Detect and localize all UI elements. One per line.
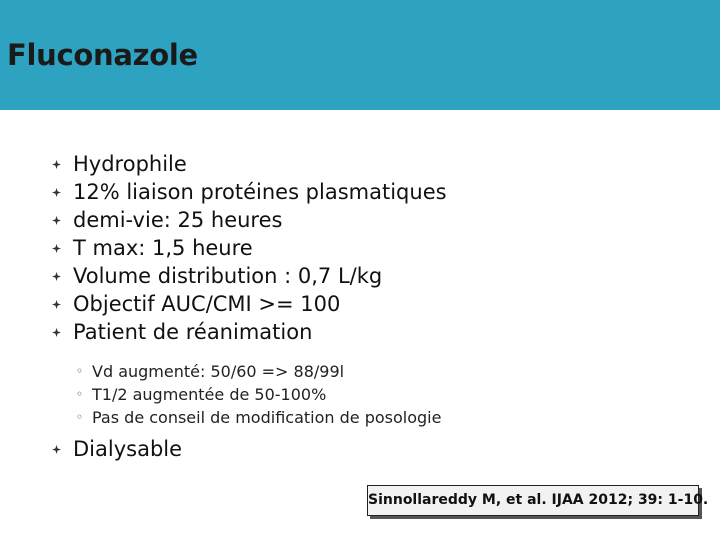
fleuron-bullet-icon xyxy=(52,188,61,197)
bullet-item xyxy=(52,178,692,206)
bullet-text: demi-vie: 25 heures xyxy=(73,208,283,232)
sub-bullet-text: Vd augmenté: 50/60 => 88/99l xyxy=(92,362,345,381)
bullet-text: T max: 1,5 heure xyxy=(73,236,253,260)
sub-bullet-item xyxy=(76,406,692,429)
sub-bullet-text: Pas de conseil de modification de posologie xyxy=(92,408,442,427)
bullet-item xyxy=(52,435,692,463)
fleuron-bullet-icon xyxy=(52,244,61,253)
slide-title: Fluconazole xyxy=(7,38,198,72)
bullet-text: 12% liaison protéines plasmatiques xyxy=(73,180,447,204)
bullet-item xyxy=(52,262,692,290)
fleuron-bullet-icon xyxy=(52,445,61,454)
circle-bullet-icon: ◦ xyxy=(76,410,84,424)
bullet-text: Hydrophile xyxy=(73,152,187,176)
fleuron-bullet-icon xyxy=(52,328,61,337)
bullet-text: Volume distribution : 0,7 L/kg xyxy=(73,264,383,288)
bullet-item xyxy=(52,318,692,346)
sub-bullet-item xyxy=(76,383,692,406)
fleuron-bullet-icon xyxy=(52,300,61,309)
bullet-text: Patient de réanimation xyxy=(73,320,313,344)
bullet-item xyxy=(52,150,692,178)
bullet-item xyxy=(52,290,692,318)
circle-bullet-icon: ◦ xyxy=(76,387,84,401)
bullet-item xyxy=(52,234,692,262)
bullet-item xyxy=(52,206,692,234)
fleuron-bullet-icon xyxy=(52,160,61,169)
circle-bullet-icon: ◦ xyxy=(76,364,84,378)
citation-box: Sinnollareddy M, et al. IJAA 2012; 39: 1-10. xyxy=(367,485,699,516)
bullet-text: Dialysable xyxy=(73,437,183,461)
sub-bullet-list xyxy=(52,360,692,429)
sub-bullet-text: T1/2 augmentée de 50-100% xyxy=(92,385,327,404)
fleuron-bullet-icon xyxy=(52,272,61,281)
sub-bullet-item xyxy=(76,360,692,383)
bullet-text: Objectif AUC/CMI >= 100 xyxy=(73,292,341,316)
title-bar xyxy=(0,0,720,110)
fleuron-bullet-icon xyxy=(52,216,61,225)
bullet-list xyxy=(52,150,692,463)
